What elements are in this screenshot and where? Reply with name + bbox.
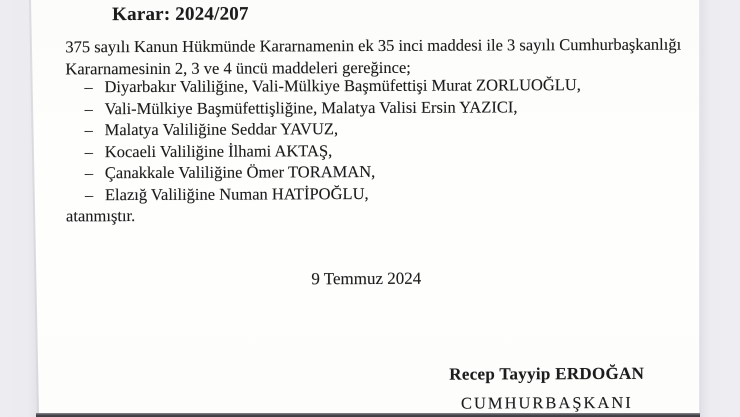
- dash-marker: –: [84, 163, 94, 183]
- signature-block: [409, 364, 685, 414]
- dash-marker: –: [84, 141, 94, 162]
- signature-name: Recep Tayyip ERDOĞAN: [449, 363, 645, 384]
- intro-line-1: 375 sayılı Kanun Hükmünde Kararnamenin ek 35 inci maddesi ile 3 sayılı Cumhurbaşkanlığı: [65, 34, 682, 57]
- appointments-list: [84, 74, 685, 206]
- appointment-text: Malatya Valiliğine Seddar YAVUZ,: [104, 119, 339, 140]
- page-bottom-edge-shadow: [36, 413, 700, 417]
- appointment-text: Diyarbakır Valiliğine, Vali-Mülkiye Başmüfettişi Murat ZORLUOĞLU,: [104, 75, 581, 97]
- appointment-item: [85, 182, 685, 206]
- decree-date: 9 Temmuz 2024: [311, 268, 422, 289]
- appointment-text: Kocaeli Valiliğine İlhami AKTAŞ,: [104, 140, 333, 161]
- dash-marker: –: [84, 120, 93, 140]
- appointment-item: [85, 117, 685, 141]
- appointment-item: [85, 160, 685, 184]
- dash-marker: –: [84, 77, 93, 97]
- signature-title: CUMHURBAŞKANI: [460, 392, 633, 413]
- appointment-text: Vali-Mülkiye Başmüfettişliğine, Malatya Valisi Ersin YAZICI,: [104, 96, 518, 118]
- appointment-item: [85, 138, 685, 162]
- appointment-text: Elazığ Valiliğine Numan HATİPOĞLU,: [104, 183, 369, 205]
- appointment-item: [85, 95, 685, 119]
- closing-text: atanmıştır.: [65, 206, 136, 226]
- intro-line-2: Kararnamesinin 2, 3 ve 4 üncü maddeleri gereğince;: [65, 57, 411, 79]
- appointment-item: [84, 74, 684, 98]
- dash-marker: –: [84, 98, 93, 118]
- dash-marker: –: [84, 185, 94, 205]
- decree-number: Karar: 2024/207: [112, 3, 249, 26]
- appointment-text: Çanakkale Valiliğine Ömer TORAMAN,: [104, 162, 376, 183]
